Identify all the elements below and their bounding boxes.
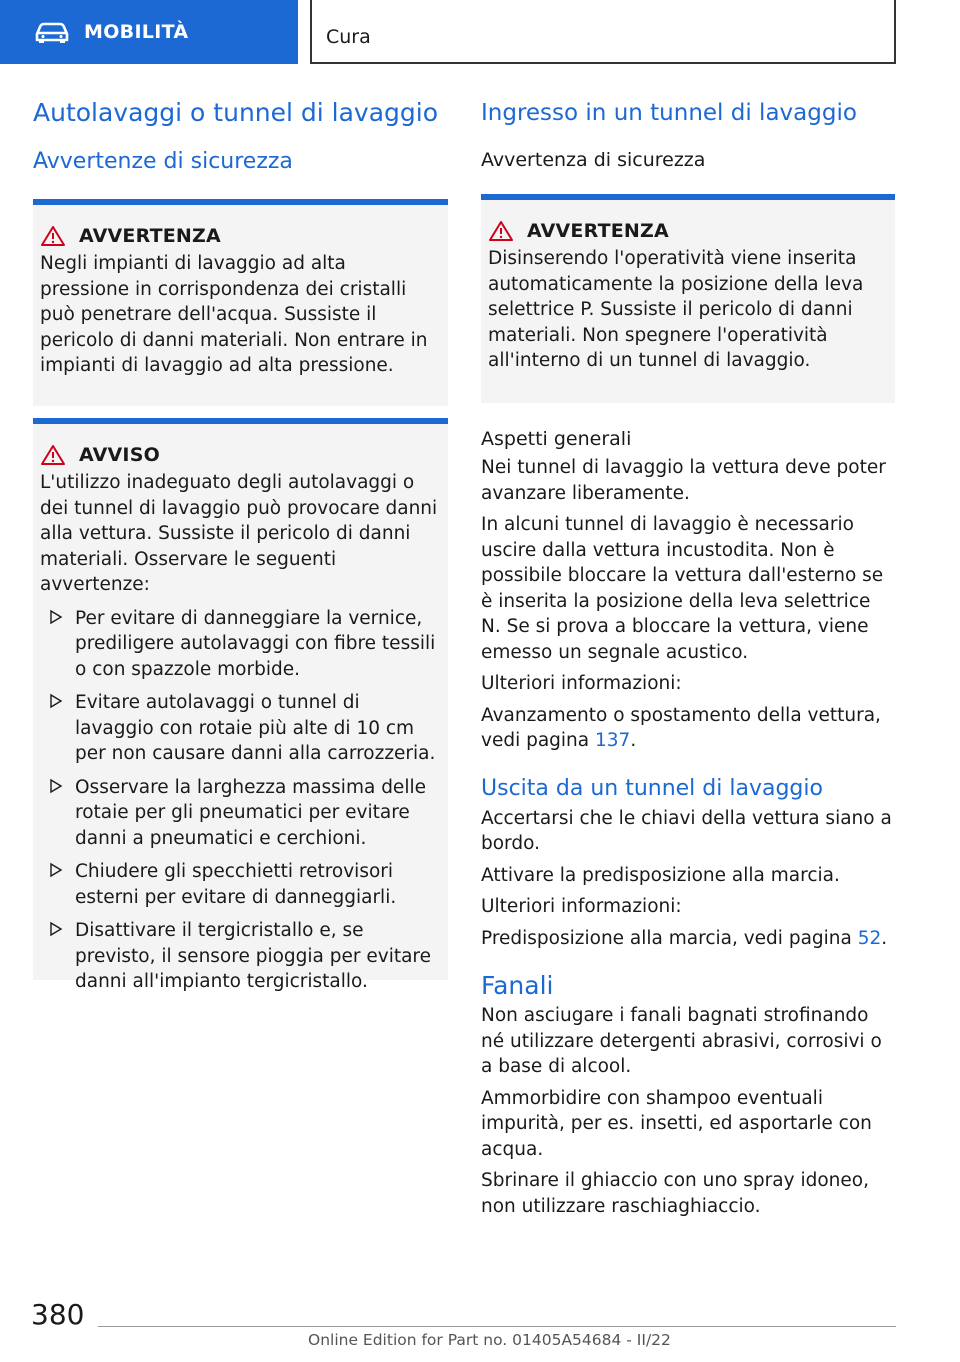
notice-title	[40, 444, 438, 466]
list-item: Chiudere gli specchietti retrovisori esterni per evitare di danneggiarli.	[40, 859, 438, 910]
lights-paragraph: Non asciugare i fanali bagnati strofinando né utilizzare detergenti abrasivi, corrosivi o a base di alcool.	[481, 1005, 882, 1077]
tunnel-entry-title: Ingresso in un tunnel di lavaggio	[481, 100, 857, 126]
page-link-52[interactable]: 52	[857, 927, 882, 949]
notice-label: AVVISO	[79, 444, 160, 466]
notice-text: L'utilizzo inadeguato degli autolavaggi o dei tunnel di lavaggio può provocare danni alla vettura. Sussiste il pericolo di danni materiali. Osservare le seguenti avvertenze:	[40, 472, 438, 595]
bullet-triangle-icon	[49, 693, 63, 709]
warning-triangle-icon	[488, 220, 514, 242]
general-paragraph: Nei tunnel di lavaggio la vettura deve poter avanzare liberamente.	[481, 457, 886, 504]
lights-paragraph: Ammorbidire con shampoo eventuali impurità, per es. insetti, ed asportarle con acqua.	[481, 1087, 872, 1160]
left-column	[33, 96, 448, 992]
exit-paragraph: Accertarsi che le chiavi della vettura siano a bordo.	[481, 807, 892, 854]
chapter-header	[310, 0, 896, 64]
warning-text: Negli impianti di lavaggio ad alta pressione in corrispondenza dei cristalli può penetrare dell'acqua. Sussiste il pericolo di danni materiali. Non entrare in impianti di lavaggio ad alta pressione.	[40, 253, 428, 376]
list-item: Per evitare di danneggiare la vernice, prediligere autolavaggi con fibre tessili o con spazzole morbide.	[40, 606, 438, 683]
reference-line: Predisposizione alla marcia, vedi pagina 52.	[481, 927, 888, 949]
list-item: Disattivare il tergicristallo e, se previsto, il sensore pioggia per evitare danni all'impianto tergicristallo.	[40, 918, 438, 995]
page-link-137[interactable]: 137	[595, 730, 631, 751]
lights-paragraph: Sbrinare il ghiaccio con uno spray idoneo, non utilizzare raschiaghiaccio.	[481, 1170, 869, 1217]
warning-label: AVVERTENZA	[79, 225, 221, 247]
bullet-triangle-icon	[49, 778, 63, 794]
more-info-label: Ulteriori informazioni:	[481, 673, 682, 694]
general-paragraph: In alcuni tunnel di lavaggio è necessario uscire dalla vettura incustodita. Non è possibile bloccare la vettura dall'esterno se è inserita la posizione della leva selettrice N. Se si prova a bloccare la vettura, viene emesso un segnale acustico.	[481, 514, 884, 663]
bullet-triangle-icon	[49, 862, 63, 878]
list-item: Osservare la larghezza massima delle rotaie per gli pneumatici per evitare danni a pneumatici e cerchioni.	[40, 775, 438, 852]
warning-label: AVVERTENZA	[527, 220, 669, 242]
safety-subtitle: Avvertenza di sicurezza	[481, 149, 706, 171]
general-heading: Aspetti generali	[481, 428, 632, 450]
reference-line: Avanzamento o spostamento della vettura, vedi pagina 137.	[481, 704, 881, 751]
section-tab	[0, 0, 298, 64]
warning-box-operativity	[481, 194, 895, 403]
section-title: MOBILITÀ	[84, 21, 189, 43]
tunnel-exit-title: Uscita da un tunnel di lavaggio	[481, 775, 823, 801]
warning-triangle-icon	[40, 444, 66, 466]
bullet-triangle-icon	[49, 921, 63, 937]
car-wash-title: Autolavaggi o tunnel di lavaggio	[33, 98, 439, 127]
warning-title	[488, 220, 885, 242]
safety-subtitle: Avvertenze di sicurezza	[33, 149, 293, 174]
notice-list	[40, 606, 438, 995]
exit-paragraph: Attivare la predisposizione alla marcia.	[481, 864, 840, 886]
edition-footer: Online Edition for Part no. 01405A54684 - II/22	[308, 1331, 671, 1349]
warning-triangle-icon	[40, 225, 66, 247]
chapter-title: Cura	[326, 26, 371, 48]
car-icon	[34, 20, 70, 44]
page-number: 380	[31, 1298, 85, 1331]
notice-box-car-wash	[33, 418, 448, 992]
more-info-label: Ulteriori informazioni:	[481, 896, 682, 917]
warning-text: Disinserendo l'operatività viene inserita automaticamente la posizione della leva selettrice P. Sussiste il pericolo di danni materiali. Non spegnere l'operatività all'interno di un tunnel di lavaggio.	[488, 248, 864, 371]
warning-title	[40, 225, 438, 247]
bullet-triangle-icon	[49, 609, 63, 625]
list-item: Evitare autolavaggi o tunnel di lavaggio con rotaie più alte di 10 cm per non causare danni alla carrozzeria.	[40, 690, 438, 767]
footer-divider	[98, 1326, 896, 1327]
lights-title: Fanali	[481, 971, 554, 1000]
right-column	[481, 96, 895, 1219]
warning-box-high-pressure	[33, 199, 448, 406]
